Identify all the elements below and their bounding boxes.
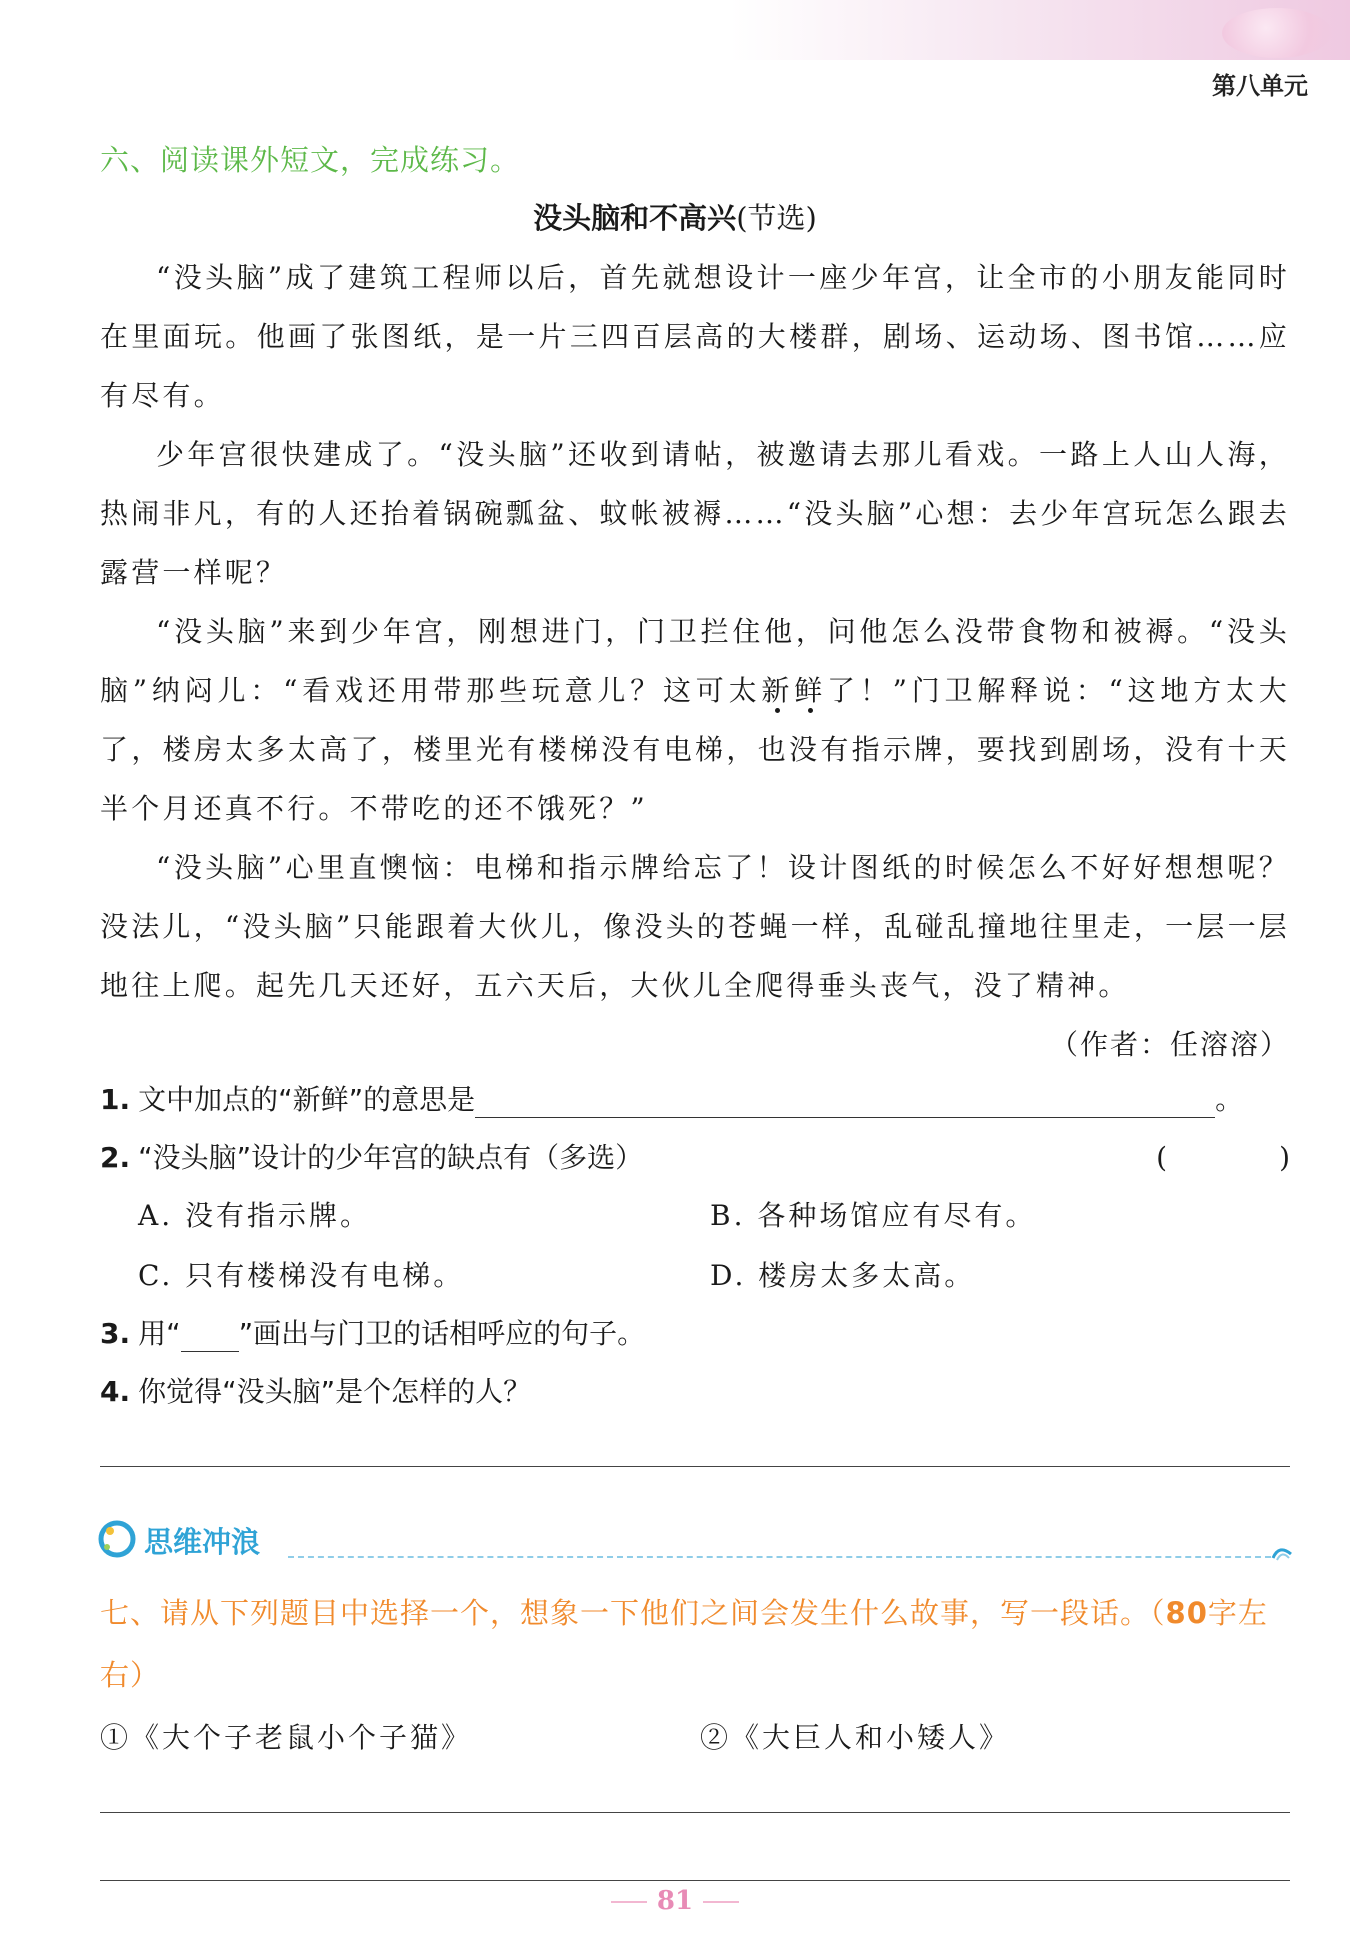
section-7-word-count: 80 <box>1165 1596 1208 1630</box>
page-number-value: 81 <box>656 1886 694 1916</box>
page-number-dash-right <box>703 1901 739 1903</box>
writing-line-2[interactable] <box>100 1880 1290 1881</box>
thinking-dashed-line <box>288 1556 1271 1558</box>
topic-option-1[interactable]: ①《大个子老鼠小个子猫》 <box>100 1721 473 1754</box>
paragraph-3-part-2: 了！”门卫解释说：“这地方太大了，楼房太多太高了，楼里光有楼梯没有电梯，也没有指示牌，要找到剧场，没有十天半个月还真不行。不带吃的还不饿死？” <box>100 674 1291 825</box>
paragraph-1: “没头脑”成了建筑工程师以后，首先就想设计一座少年宫，让全市的小朋友能同时在里面玩。他画了张图纸，是一片三四百层高的大楼群，剧场、运动场、图书馆……应有尽有。 <box>100 261 1290 412</box>
page-number-dash-left <box>611 1901 647 1903</box>
question-1-answer-blank[interactable] <box>475 1087 1215 1118</box>
paragraph-2: 少年宫很快建成了。“没头脑”还收到请帖，被邀请去那儿看戏。一路上人山人海，热闹非凡，有的人还抬着锅碗瓢盆、蚊帐被褥……“没头脑”心想：去少年宫玩怎么跟去露营一样呢？ <box>100 438 1290 589</box>
topic-option-2[interactable]: ②《大巨人和小矮人》 <box>700 1721 1011 1754</box>
paragraph-4: “没头脑”心里直懊恼：电梯和指示牌给忘了！设计图纸的时候怎么不好好想想呢？没法儿，“没头脑”只能跟着大伙儿，像没头的苍蝇一样，乱碰乱撞地往里走，一层一层地往上爬。起先几天还好，五六天后，大伙儿全爬得垂头丧气，没了精神。 <box>100 851 1290 1002</box>
question-3-text-pre: 用“ <box>138 1317 181 1350</box>
question-2 <box>100 1136 643 1176</box>
question-3-number: 3. <box>100 1317 131 1350</box>
question-4-number: 4. <box>100 1375 131 1408</box>
thinking-section-title: 思维冲浪 <box>144 1525 261 1559</box>
question-4-text: 你觉得“没头脑”是个怎样的人？ <box>138 1375 532 1408</box>
passage-title-note: (节选) <box>736 201 817 235</box>
option-d[interactable]: D. 楼房太多太高。 <box>710 1259 976 1292</box>
passage-title <box>0 196 1350 237</box>
question-2-text: “没头脑”设计的少年宫的缺点有（多选） <box>138 1141 644 1174</box>
option-c[interactable]: C. 只有楼梯没有电梯。 <box>138 1259 465 1292</box>
question-1-number: 1. <box>100 1083 131 1116</box>
paragraph-3-part-1: “没头脑”来到少年宫，刚想进门，门卫拦住他，问他怎么没带食物和被褥。“没头脑”纳闷儿：“看戏还用带那些玩意儿？这可太 <box>100 615 1290 707</box>
passage-body <box>100 248 1290 1074</box>
option-a[interactable]: A. 没有指示牌。 <box>138 1199 372 1232</box>
option-b[interactable]: B. 各种场馆应有尽有。 <box>710 1199 1037 1232</box>
section-7-heading-post: 字左右） <box>100 1596 1268 1692</box>
writing-line-1[interactable] <box>100 1812 1290 1813</box>
unit-label: 第八单元 <box>1212 72 1308 100</box>
question-1 <box>100 1078 1243 1118</box>
section-7-heading-pre: 七、请从下列题目中选择一个，想象一下他们之间会发生什么故事，写一段话。（ <box>100 1596 1166 1630</box>
page-number <box>0 1886 1350 1916</box>
question-2-answer-paren[interactable]: ( ) <box>1156 1141 1290 1174</box>
underline-sample <box>181 1325 239 1352</box>
question-2-number: 2. <box>100 1141 131 1174</box>
paragraph-3 <box>100 602 1290 838</box>
thinking-section-bar <box>98 1516 1293 1566</box>
wave-swirl-icon <box>98 1520 136 1558</box>
question-1-text: 文中加点的“新鲜”的意思是 <box>138 1083 476 1116</box>
question-3-text-post: ”画出与门卫的话相呼应的句子。 <box>238 1317 646 1350</box>
section-7-heading <box>100 1582 1290 1706</box>
dotted-char-xian: 鲜 <box>794 674 828 707</box>
passage-title-main: 没头脑和不高兴 <box>533 201 737 235</box>
question-4-answer-line[interactable] <box>100 1466 1290 1467</box>
section-6-heading: 六、阅读课外短文，完成练习。 <box>100 143 521 177</box>
question-1-end: 。 <box>1215 1083 1244 1116</box>
flower-decoration-icon <box>1222 8 1332 58</box>
question-3 <box>100 1312 645 1352</box>
wave-end-icon <box>1271 1540 1293 1562</box>
author-credit: （作者：任溶溶） <box>1049 1028 1290 1061</box>
question-4 <box>100 1370 531 1410</box>
dotted-char-xin: 新 <box>761 674 795 707</box>
